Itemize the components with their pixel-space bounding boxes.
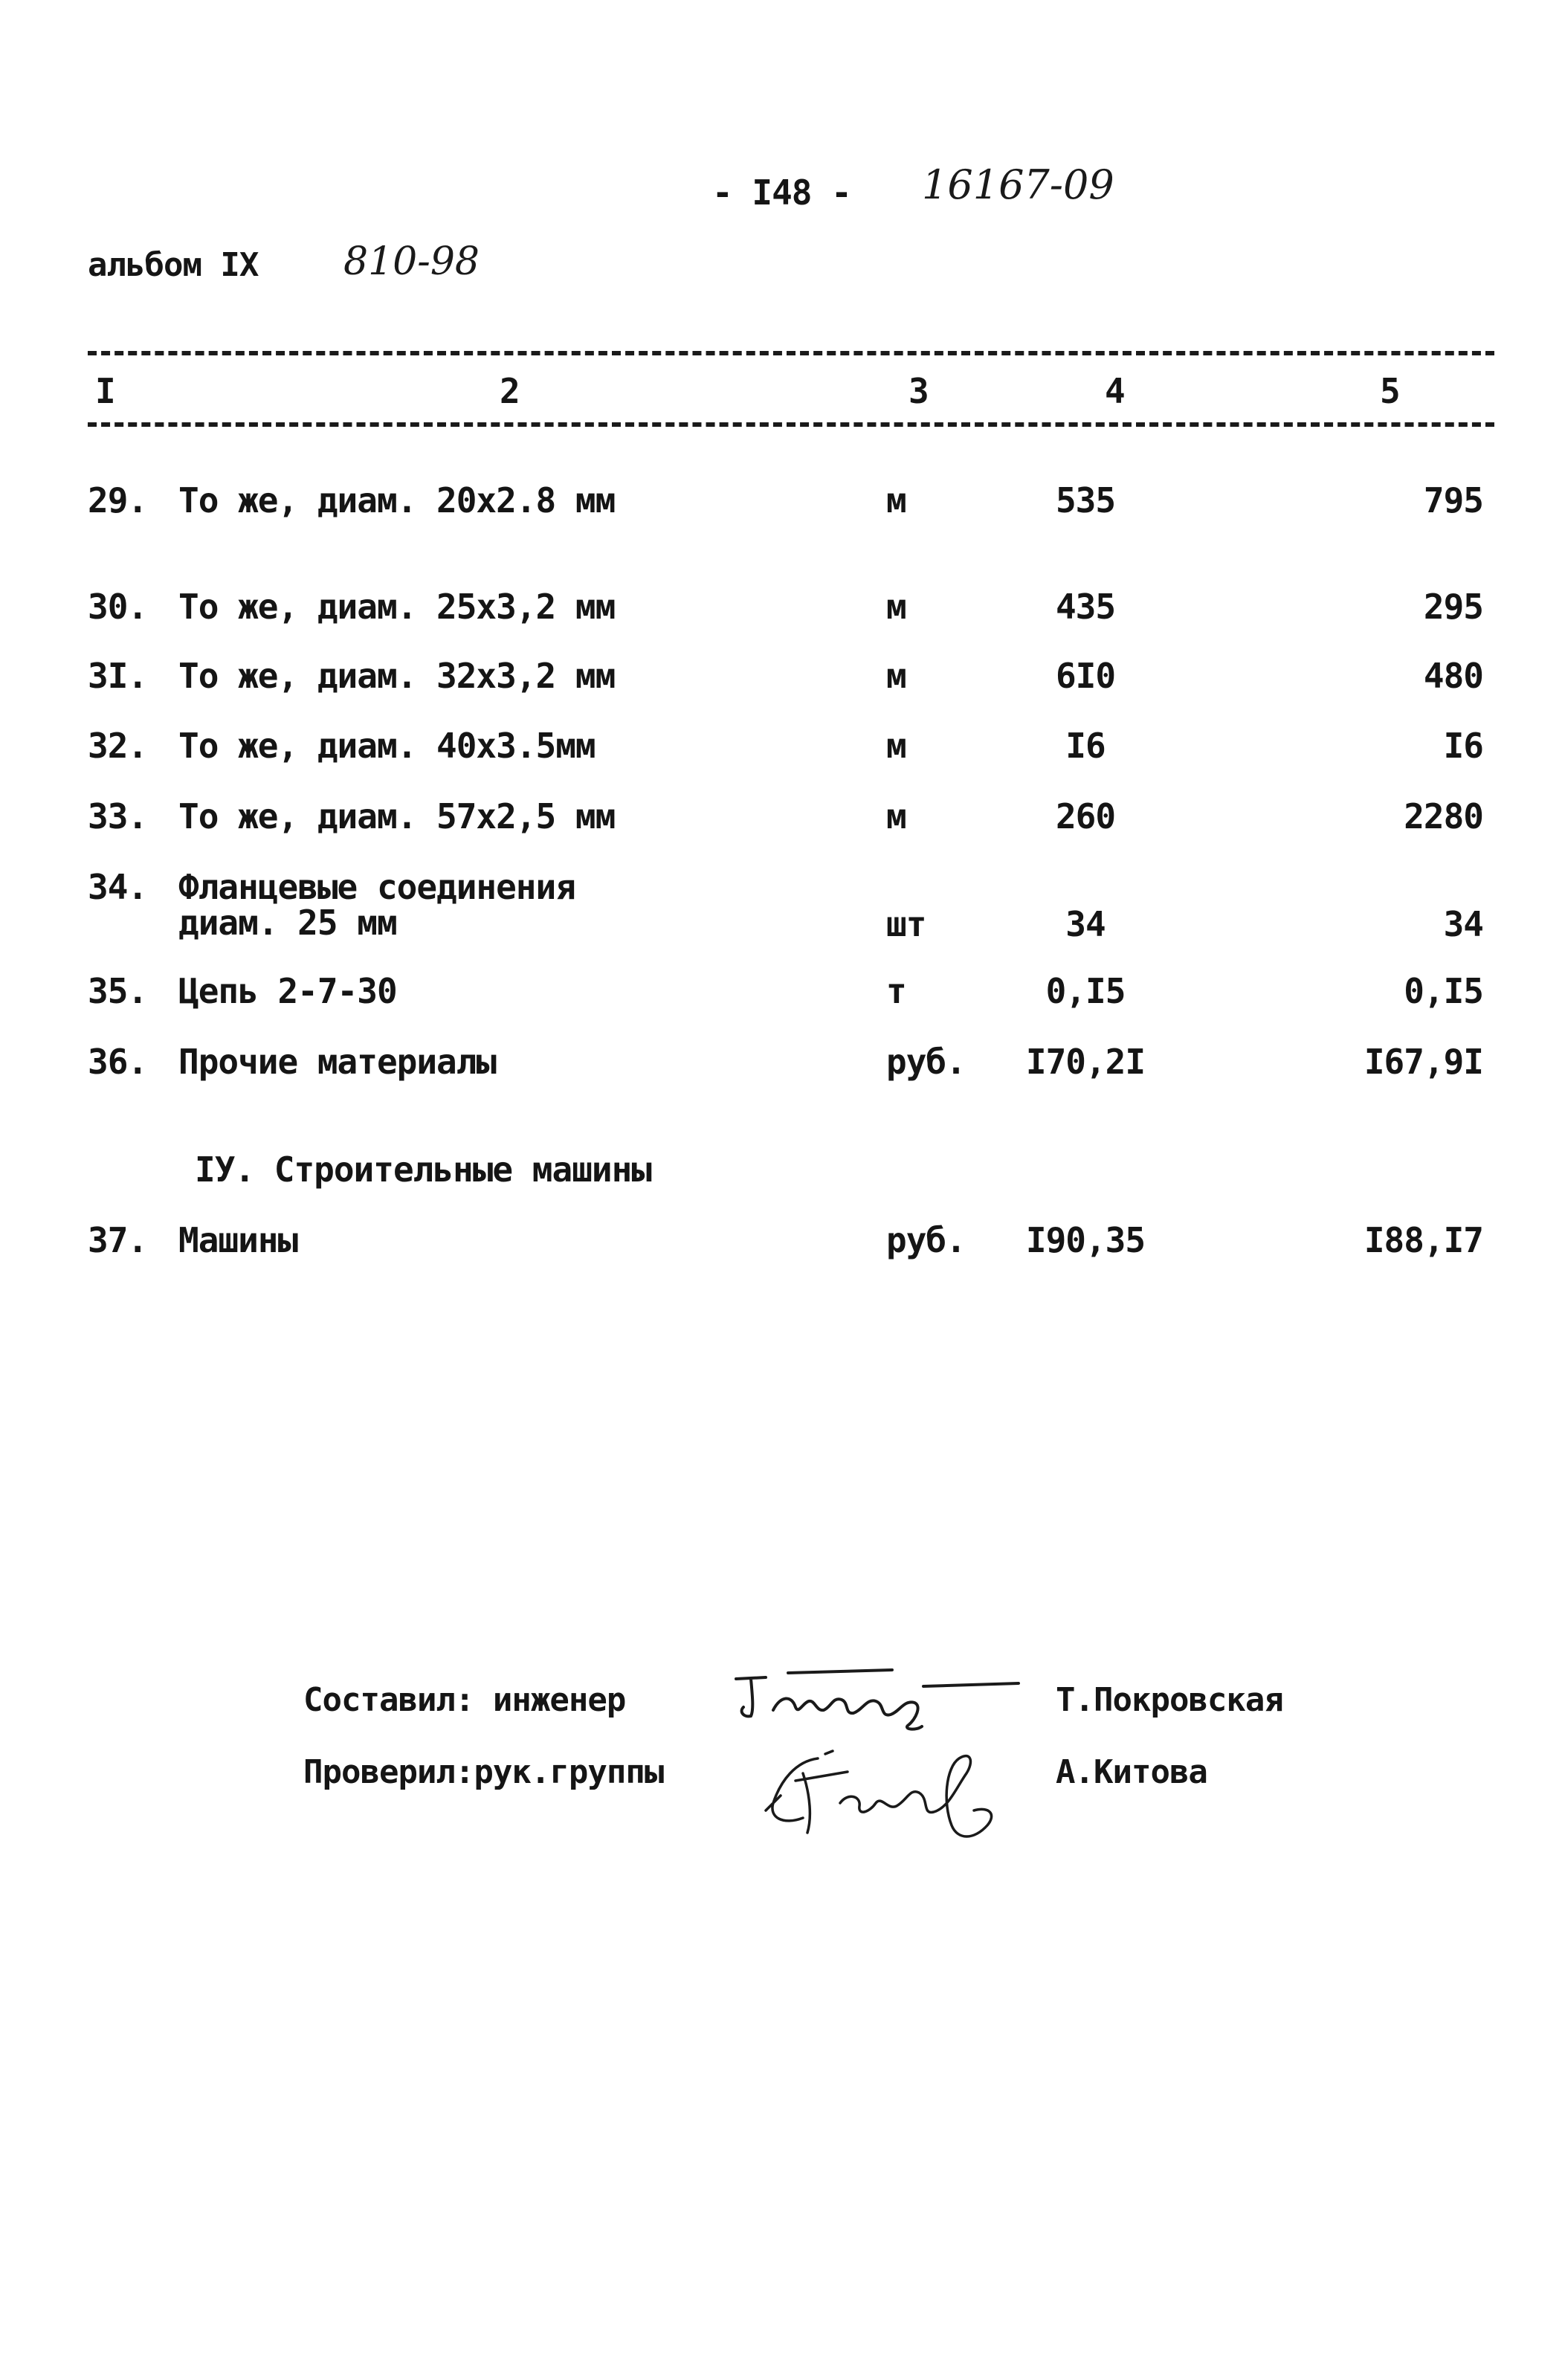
section-title: IУ. Строительные машины <box>195 1149 651 1190</box>
compiled-by-name: Т.Покровская <box>1056 1681 1283 1719</box>
row-number: 29. <box>88 480 148 520</box>
row-value-col4: I6 <box>1065 726 1106 766</box>
table-row <box>0 587 1562 634</box>
table-row <box>0 726 1562 773</box>
column-header-3: 3 <box>909 371 929 411</box>
checked-by-label: Проверил:рук.группы <box>303 1753 664 1791</box>
row-value-col4: 435 <box>1055 587 1116 627</box>
row-number: 37. <box>88 1220 148 1260</box>
row-value-col5: I88,I7 <box>1363 1220 1483 1260</box>
row-unit: шт <box>886 904 926 944</box>
row-description: Фланцевые соединения <box>178 867 575 907</box>
row-number: 30. <box>88 587 148 627</box>
row-unit: м <box>886 587 906 627</box>
row-value-col5: 295 <box>1423 587 1483 627</box>
checker-signature <box>751 1729 1019 1855</box>
row-unit: м <box>886 656 906 696</box>
row-value-col4: 260 <box>1055 796 1116 836</box>
checked-by-name: А.Китова <box>1056 1753 1207 1791</box>
compiled-by-label: Составил: инженер <box>303 1681 626 1719</box>
table-row <box>0 480 1562 528</box>
header-rule-bottom <box>88 422 1494 427</box>
row-description: То же, диам. 25x3,2 мм <box>178 587 616 627</box>
page-number: - I48 - <box>712 172 851 213</box>
row-description: То же, диам. 20x2.8 мм <box>178 480 616 520</box>
row-value-col4: 0,I5 <box>1045 971 1126 1011</box>
row-number: 36. <box>88 1042 148 1082</box>
header-rule-top <box>88 351 1494 355</box>
row-number: 34. <box>88 867 148 907</box>
row-number: 33. <box>88 796 148 836</box>
row-description: Цепь 2-7-30 <box>178 971 397 1011</box>
album-label: альбом IX <box>88 246 259 284</box>
table-row <box>0 971 1562 1019</box>
row-description: То же, диам. 40x3.5мм <box>178 726 596 766</box>
row-value-col4: 34 <box>1065 904 1106 944</box>
column-header-4: 4 <box>1105 371 1125 411</box>
table-row <box>0 656 1562 703</box>
row-value-col5: 480 <box>1423 656 1483 696</box>
album-code-handwritten: 810-98 <box>343 239 480 284</box>
row-description: Машины <box>178 1220 298 1260</box>
row-unit: т <box>886 971 906 1011</box>
row-description-continued: диам. 25 мм <box>178 903 397 943</box>
row-value-col5: 795 <box>1423 480 1483 520</box>
row-value-col5: 2280 <box>1404 796 1483 836</box>
row-number: 35. <box>88 971 148 1011</box>
column-header-1: I <box>95 371 115 411</box>
table-row <box>0 1220 1562 1268</box>
row-value-col5: 34 <box>1443 904 1483 944</box>
row-unit: м <box>886 726 906 766</box>
row-value-col5: 0,I5 <box>1404 971 1483 1011</box>
row-number: 32. <box>88 726 148 766</box>
row-description: То же, диам. 32x3,2 мм <box>178 656 616 696</box>
row-description: То же, диам. 57x2,5 мм <box>178 796 616 836</box>
row-value-col5: I6 <box>1443 726 1483 766</box>
table-row <box>0 867 1562 952</box>
row-unit: м <box>886 796 906 836</box>
table-row <box>0 796 1562 844</box>
row-unit: руб. <box>886 1220 966 1260</box>
column-header-2: 2 <box>500 371 520 411</box>
table-row <box>0 1042 1562 1089</box>
row-value-col5: I67,9I <box>1363 1042 1483 1082</box>
row-value-col4: 6I0 <box>1055 656 1116 696</box>
row-unit: м <box>886 480 906 520</box>
column-header-5: 5 <box>1380 371 1400 411</box>
row-value-col4: I70,2I <box>1025 1042 1146 1082</box>
row-number: 3I. <box>88 656 148 696</box>
document-code-handwritten: 16167-09 <box>922 161 1114 208</box>
row-description: Прочие материалы <box>178 1042 497 1082</box>
row-value-col4: I90,35 <box>1025 1220 1146 1260</box>
row-value-col4: 535 <box>1055 480 1116 520</box>
row-unit: руб. <box>886 1042 966 1082</box>
